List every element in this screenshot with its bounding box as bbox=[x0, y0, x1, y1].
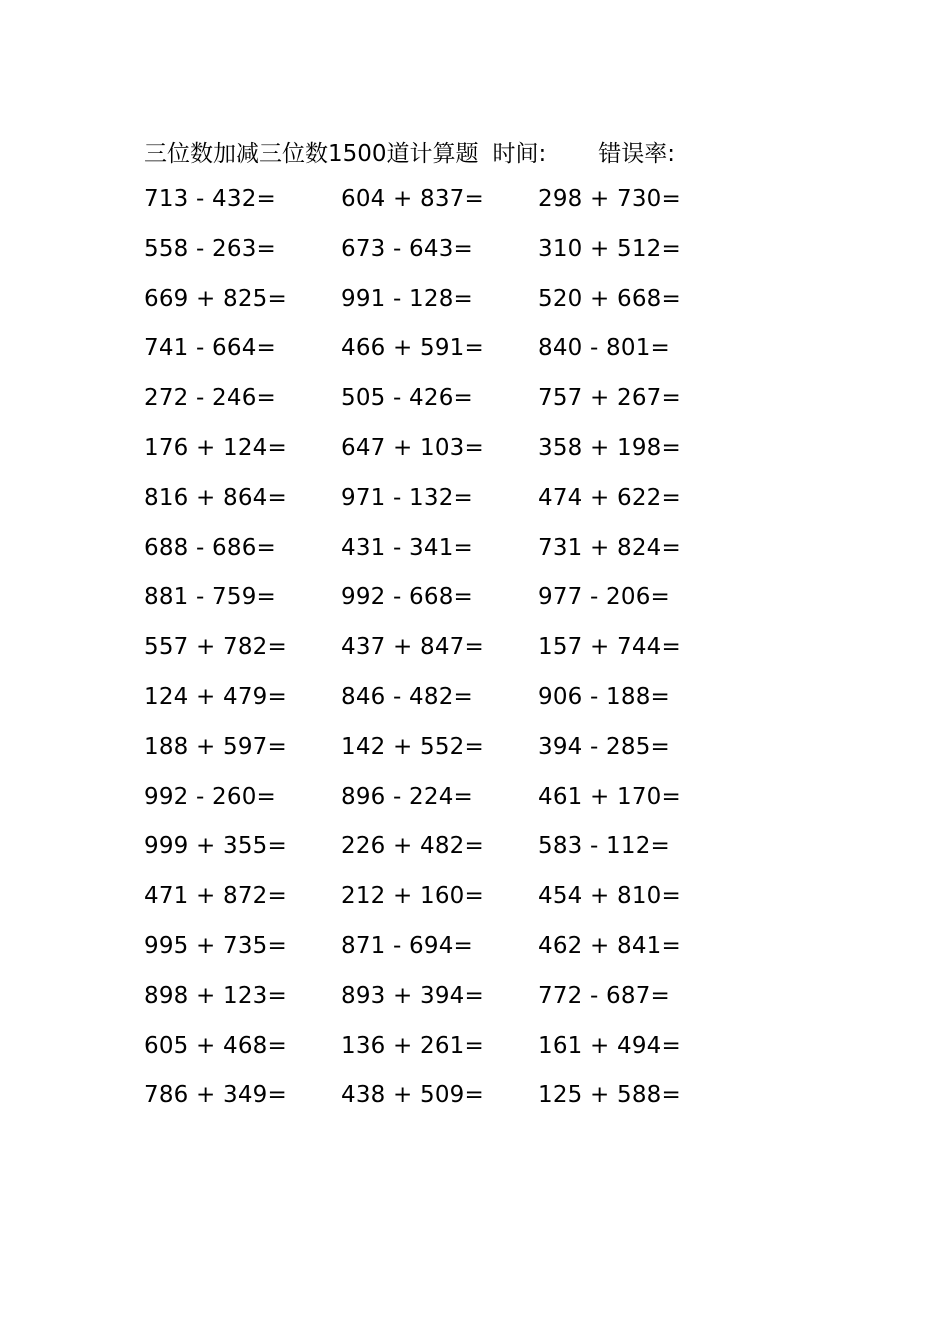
problem-item: 474 + 622= bbox=[538, 484, 681, 511]
problem-item: 871 - 694= bbox=[341, 932, 473, 959]
problem-item: 461 + 170= bbox=[538, 783, 681, 810]
problem-item: 881 - 759= bbox=[144, 584, 276, 611]
problem-item: 992 - 668= bbox=[341, 584, 473, 611]
problem-item: 142 + 552= bbox=[341, 733, 484, 760]
problem-item: 846 - 482= bbox=[341, 683, 473, 710]
problem-item: 971 - 132= bbox=[341, 484, 473, 511]
problem-item: 669 + 825= bbox=[144, 285, 287, 312]
problem-item: 454 + 810= bbox=[538, 883, 681, 910]
problem-item: 358 + 198= bbox=[538, 434, 681, 461]
problem-item: 977 - 206= bbox=[538, 584, 670, 611]
problem-item: 893 + 394= bbox=[341, 982, 484, 1009]
problem-item: 136 + 261= bbox=[341, 1032, 484, 1059]
problem-item: 713 - 432= bbox=[144, 186, 276, 212]
problem-item: 462 + 841= bbox=[538, 932, 681, 959]
worksheet-title: 三位数加减三位数1500道计算题 bbox=[144, 140, 479, 167]
problem-item: 995 + 735= bbox=[144, 932, 287, 959]
problem-item: 471 + 872= bbox=[144, 883, 287, 910]
problem-item: 688 - 686= bbox=[144, 534, 276, 561]
problem-item: 898 + 123= bbox=[144, 982, 287, 1009]
problem-item: 786 + 349= bbox=[144, 1082, 287, 1109]
problem-item: 731 + 824= bbox=[538, 534, 681, 561]
problem-item: 583 - 112= bbox=[538, 833, 670, 860]
problem-item: 647 + 103= bbox=[341, 434, 484, 461]
worksheet-header bbox=[144, 134, 675, 168]
problem-item: 212 + 160= bbox=[341, 883, 484, 910]
problem-item: 272 - 246= bbox=[144, 385, 276, 412]
problem-item: 438 + 509= bbox=[341, 1082, 484, 1109]
problem-item: 394 - 285= bbox=[538, 733, 670, 760]
problem-item: 226 + 482= bbox=[341, 833, 484, 860]
problem-item: 298 + 730= bbox=[538, 186, 681, 212]
problem-item: 605 + 468= bbox=[144, 1032, 287, 1059]
problem-item: 176 + 124= bbox=[144, 434, 287, 461]
problem-item: 124 + 479= bbox=[144, 683, 287, 710]
problem-item: 557 + 782= bbox=[144, 634, 287, 661]
problem-item: 840 - 801= bbox=[538, 335, 670, 362]
time-label: 时间: bbox=[492, 140, 547, 167]
problem-item: 991 - 128= bbox=[341, 285, 473, 312]
problem-item: 310 + 512= bbox=[538, 235, 681, 262]
error-rate-label: 错误率: bbox=[598, 140, 676, 167]
problem-item: 757 + 267= bbox=[538, 385, 681, 412]
problem-grid bbox=[144, 182, 744, 1128]
problem-item: 604 + 837= bbox=[341, 186, 484, 212]
problem-item: 466 + 591= bbox=[341, 335, 484, 362]
problem-item: 505 - 426= bbox=[341, 385, 473, 412]
problem-item: 437 + 847= bbox=[341, 634, 484, 661]
problem-item: 161 + 494= bbox=[538, 1032, 681, 1059]
problem-item: 906 - 188= bbox=[538, 683, 670, 710]
problem-item: 772 - 687= bbox=[538, 982, 670, 1009]
problem-item: 558 - 263= bbox=[144, 235, 276, 262]
problem-item: 992 - 260= bbox=[144, 783, 276, 810]
problem-item: 157 + 744= bbox=[538, 634, 681, 661]
problem-item: 741 - 664= bbox=[144, 335, 276, 362]
problem-item: 673 - 643= bbox=[341, 235, 473, 262]
problem-item: 520 + 668= bbox=[538, 285, 681, 312]
problem-item: 188 + 597= bbox=[144, 733, 287, 760]
problem-item: 125 + 588= bbox=[538, 1082, 681, 1109]
problem-item: 896 - 224= bbox=[341, 783, 473, 810]
problem-item: 999 + 355= bbox=[144, 833, 287, 860]
problem-item: 816 + 864= bbox=[144, 484, 287, 511]
problem-item: 431 - 341= bbox=[341, 534, 473, 561]
